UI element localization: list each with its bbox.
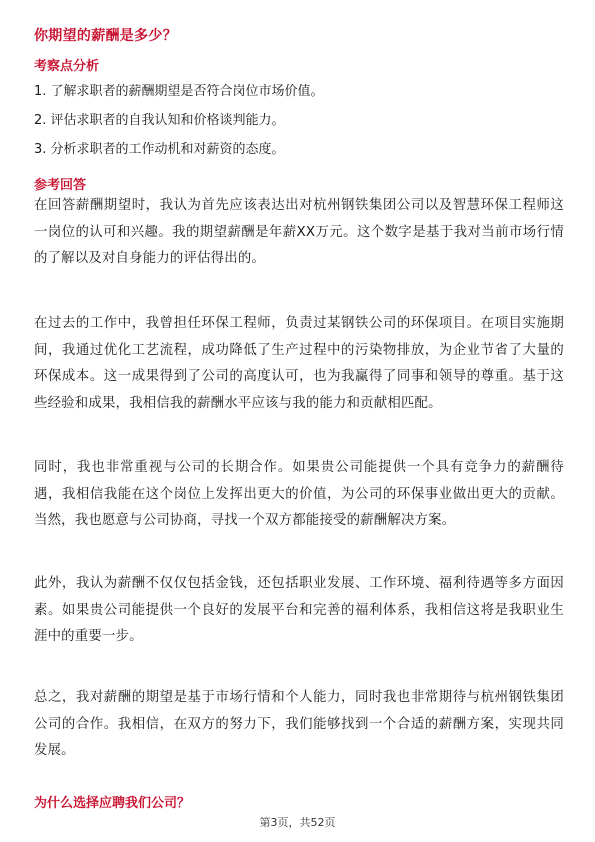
analysis-point-2: 2. 评估求职者的自我认知和价格谈判能力。 — [34, 113, 285, 128]
page-footer: 第3页，共52页 — [259, 816, 336, 829]
question-title: 你期望的薪酬是多少？ — [34, 28, 177, 44]
answer-paragraph-4: 此外，我认为薪酬不仅仅包括金钱，还包括职业发展、工作环境、福利待遇等多方面因素。如果贵公司能提供一个良好的发展平台和完善的福利体系，我相信这将是我职业生涯中的重要一步。 — [34, 576, 564, 645]
analysis-heading: 考察点分析 — [34, 59, 100, 74]
answer-paragraph-1: 在回答薪酬期望时，我认为首先应该表达出对杭州钢铁集团公司以及智慧环保工程师这一岗位的认可和兴趣。我的期望薪酬是年薪XX万元。这个数字是基于我对当前市场行情的了解以及对自身能力的评估得出的。 — [34, 198, 564, 267]
answer-paragraph-3: 同时，我也非常重视与公司的长期合作。如果贵公司能提供一个具有竞争力的薪酬待遇，我相信我能在这个岗位上发挥出更大的价值，为公司的环保事业做出更大的贡献。当然，我也愿意与公司协商，寻找一个双方都能接受的薪酬解决方案。 — [34, 460, 564, 529]
answer-paragraph-5: 总之，我对薪酬的期望是基于市场行情和个人能力，同时我也非常期待与杭州钢铁集团公司的合作。我相信，在双方的努力下，我们能够找到一个合适的薪酬方案，实现共同发展。 — [34, 690, 564, 759]
answer-paragraph-2: 在过去的工作中，我曾担任环保工程师，负责过某钢铁公司的环保项目。在项目实施期间，我通过优化工艺流程，成功降低了生产过程中的污染物排放，为企业节省了大量的环保成本。这一成果得到了公司的高度认可，也为我赢得了同事和领导的尊重。基于这些经验和成果，我相信我的薪酬水平应该与我的能力和贡献相匹配。 — [34, 316, 564, 411]
analysis-point-1: 1. 了解求职者的薪酬期望是否符合岗位市场价值。 — [34, 84, 324, 99]
next-question-title: 为什么选择应聘我们公司？ — [34, 796, 191, 811]
answer-heading: 参考回答 — [34, 178, 87, 193]
analysis-point-3: 3. 分析求职者的工作动机和对薪资的态度。 — [34, 142, 285, 157]
